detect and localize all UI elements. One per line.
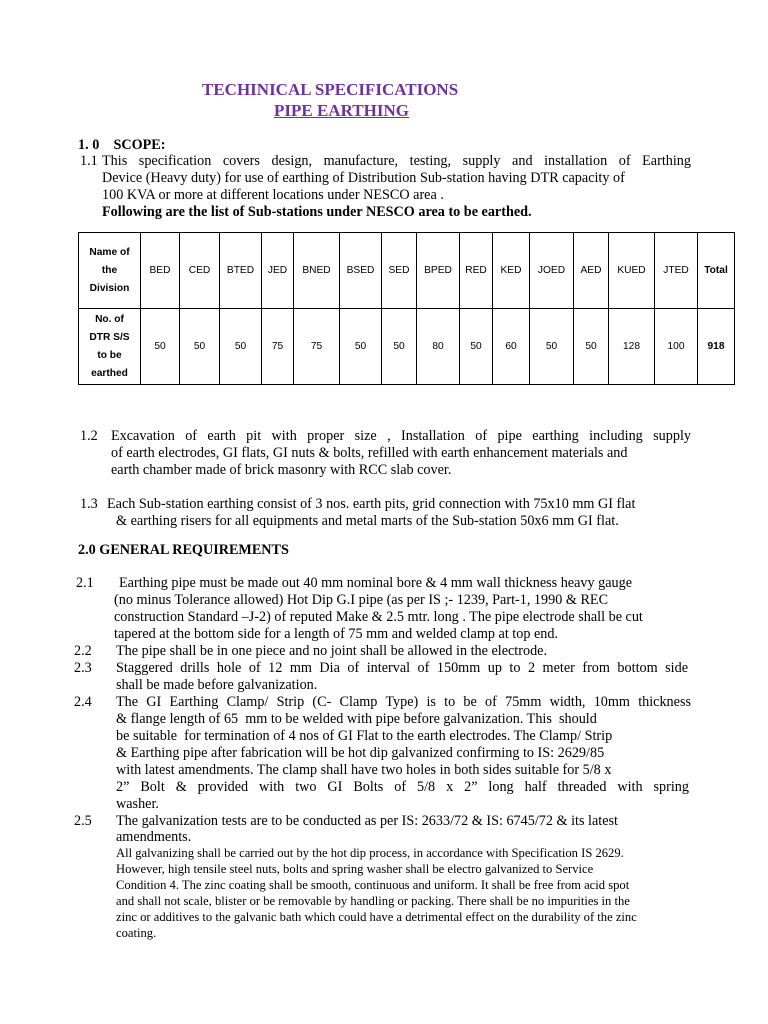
table-cell: BTED	[220, 233, 262, 309]
table-cell: 128	[609, 309, 655, 385]
table-cell: 75	[294, 309, 340, 385]
section-2-1-line: construction Standard –J-2) of reputed Make & 2.5 mtr. long . The pipe electrode shall be cut	[114, 609, 643, 625]
section-2-4-line: & flange length of 65 mm to be welded with pipe before galvanization. This should	[116, 711, 597, 727]
section-2-4-line: be suitable for termination of 4 nos of GI Flat to the earth electrodes. The Clamp/ Strip	[116, 728, 613, 744]
section-2-4-line: washer.	[116, 796, 159, 812]
section-2-4-line: & Earthing pipe after fabrication will be hot dip galvanized confirming to IS: 2629/85	[116, 745, 605, 761]
section-2-5-detail-line: All galvanizing shall be carried out by the hot dip process, in accordance with Specification IS 2629.	[116, 846, 624, 860]
table-cell: 75	[262, 309, 294, 385]
table-cell: JED	[262, 233, 294, 309]
section-1-1-line: Device (Heavy duty) for use of earthing of Distribution Sub-station having DTR capacity of	[102, 170, 625, 186]
section-1-2-line: of earth electrodes, GI flats, GI nuts & bolts, refilled with earth enhancement materials and	[111, 445, 628, 461]
table-cell: 50	[340, 309, 382, 385]
table-cell: 50	[220, 309, 262, 385]
table-cell: SED	[382, 233, 417, 309]
section-2-5-detail-line: However, high tensile steel nuts, bolts and spring washer shall be electro galvanized to Service	[116, 862, 594, 876]
table-cell-total: Total	[698, 233, 735, 309]
section-1-2-line: Excavation of earth pit with proper size , Installation of pipe earthing including supply	[111, 428, 691, 444]
table-cell: 50	[574, 309, 609, 385]
table-row-header: Name of the Division	[79, 233, 141, 309]
section-1-2-line: earth chamber made of brick masonry with RCC slab cover.	[111, 462, 452, 478]
table-cell: 100	[655, 309, 698, 385]
table-cell: BSED	[340, 233, 382, 309]
table-cell: AED	[574, 233, 609, 309]
section-2-4-line: The GI Earthing Clamp/ Strip (C- Clamp Type) is to be of 75mm width, 10mm thickness	[116, 694, 691, 710]
section-2-3-line: shall be made before galvanization.	[116, 677, 318, 693]
section-1-1-line-bold: Following are the list of Sub-stations under NESCO area to be earthed.	[102, 204, 532, 220]
table-cell: 50	[382, 309, 417, 385]
table-cell: BPED	[417, 233, 460, 309]
table-cell: 50	[530, 309, 574, 385]
section-2-1-line: tapered at the bottom side for a length of 75 mm and welded clamp at top end.	[114, 626, 559, 642]
table-row-header: No. of DTR S/S to be earthed	[79, 309, 141, 385]
title-line-1: TECHINICAL SPECIFICATIONS	[202, 80, 459, 99]
section-2-1-line: (no minus Tolerance allowed) Hot Dip G.I pipe (as per IS ;- 1239, Part-1, 1990 & REC	[114, 592, 609, 608]
table-cell: JTED	[655, 233, 698, 309]
table-cell: RED	[460, 233, 493, 309]
section-1-3-line: Each Sub-station earthing consist of 3 nos. earth pits, grid connection with 75x10 mm GI flat	[107, 496, 636, 512]
table-cell: BNED	[294, 233, 340, 309]
section-1-3-number: 1.3	[80, 496, 98, 512]
section-2-2-line: The pipe shall be in one piece and no joint shall be allowed in the electrode.	[116, 643, 548, 659]
section-2-4-line: 2” Bolt & provided with two GI Bolts of 5/8 x 2” long half threaded with spring	[116, 779, 689, 795]
section-2-3-line: Staggered drills hole of 12 mm Dia of interval of 150mm up to 2 meter from bottom side	[116, 660, 688, 676]
scope-heading: 1. 0 SCOPE:	[78, 137, 166, 153]
table-cell: 50	[141, 309, 180, 385]
table-cell: CED	[180, 233, 220, 309]
section-2-1-line: Earthing pipe must be made out 40 mm nominal bore & 4 mm wall thickness heavy gauge	[119, 575, 633, 591]
section-1-1-number: 1.1	[80, 153, 98, 169]
section-1-3-line: & earthing risers for all equipments and metal marts of the Sub-station 50x6 mm GI flat.	[116, 513, 619, 529]
section-2-5-number: 2.5	[74, 813, 92, 829]
table-cell: KUED	[609, 233, 655, 309]
table-row-dtr-counts	[79, 309, 735, 385]
table-cell: BED	[141, 233, 180, 309]
section-2-5-detail-line: Condition 4. The zinc coating shall be smooth, continuous and uniform. It shall be free from acid spot	[116, 878, 630, 892]
table-cell: KED	[493, 233, 530, 309]
section-2-2-number: 2.2	[74, 643, 92, 659]
general-requirements-heading: 2.0 GENERAL REQUIREMENTS	[78, 542, 289, 558]
table-cell: 80	[417, 309, 460, 385]
table-cell-total: 918	[698, 309, 735, 385]
section-2-4-number: 2.4	[74, 694, 92, 710]
section-2-5-line: The galvanization tests are to be conducted as per IS: 2633/72 & IS: 6745/72 & its latest	[116, 813, 618, 829]
section-2-5-detail-line: coating.	[116, 926, 157, 940]
section-2-5-detail-line: and shall not scale, blister or be removable by handling or packing. There shall be no impurities in the	[116, 894, 630, 908]
section-1-2-number: 1.2	[80, 428, 98, 444]
table-cell: 60	[493, 309, 530, 385]
table-cell: 50	[180, 309, 220, 385]
section-2-5-line: amendments.	[116, 829, 192, 845]
section-2-1-number: 2.1	[76, 575, 94, 591]
section-2-5-detail-line: zinc or additives to the galvanic bath which could have a detrimental effect on the durability of the zinc	[116, 910, 637, 924]
section-1-1-line: This specification covers design, manufacture, testing, supply and installation of Earthing	[102, 153, 691, 169]
table-cell: 50	[460, 309, 493, 385]
section-2-4-line: with latest amendments. The clamp shall have two holes in both sides suitable for 5/8 x	[116, 762, 612, 778]
table-cell: JOED	[530, 233, 574, 309]
division-table	[78, 232, 735, 385]
title-line-2: PIPE EARTHING	[274, 101, 409, 120]
table-row-division-names	[79, 233, 735, 309]
section-1-1-line: 100 KVA or more at different locations under NESCO area .	[102, 187, 444, 203]
section-2-3-number: 2.3	[74, 660, 92, 676]
